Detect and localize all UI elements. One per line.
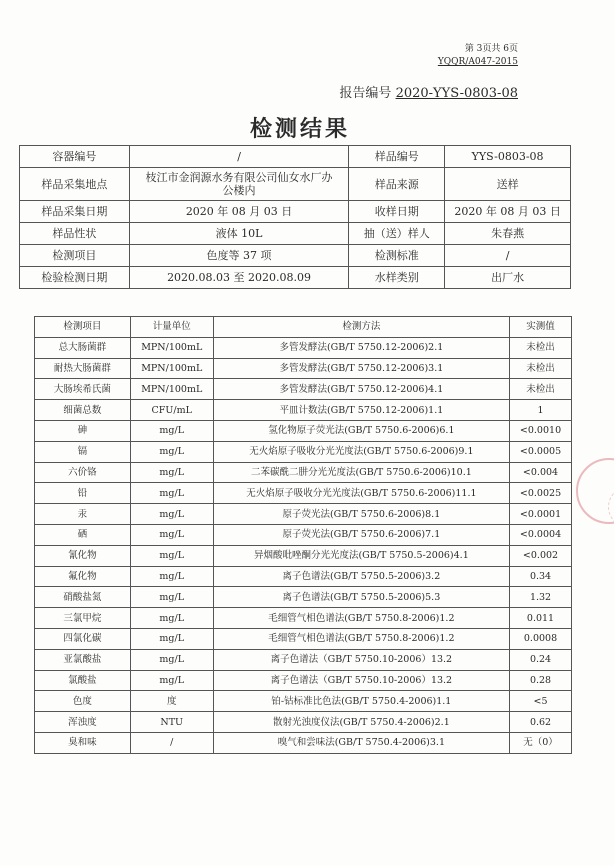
collect-date-value: 2020 年 08 月 03 日 <box>129 201 349 223</box>
container-no-label: 容器编号 <box>20 146 130 168</box>
method-cell: 散射光浊度仪法(GB/T 5750.4-2006)2.1 <box>213 712 509 733</box>
table-row <box>35 628 572 649</box>
item-cell: 总大肠菌群 <box>35 337 131 358</box>
item-cell: 细菌总数 <box>35 400 131 421</box>
period-value: 2020.08.03 至 2020.08.09 <box>129 267 349 289</box>
water-type-label: 水样类别 <box>349 267 445 289</box>
value-cell: 0.28 <box>510 670 572 691</box>
item-cell: 浑浊度 <box>35 712 131 733</box>
unit-cell: mg/L <box>130 649 213 670</box>
item-cell: 砷 <box>35 420 131 441</box>
unit-cell: MPN/100mL <box>130 358 213 379</box>
method-cell: 多管发酵法(GB/T 5750.12-2006)2.1 <box>213 337 509 358</box>
sample-no-value: YYS-0803-08 <box>445 146 571 168</box>
method-cell: 离子色谱法(GB/T 5750.5-2006)5.3 <box>213 587 509 608</box>
value-cell: 未检出 <box>510 358 572 379</box>
table-row <box>35 732 572 753</box>
method-cell: 嗅气和尝味法(GB/T 5750.4-2006)3.1 <box>213 732 509 753</box>
unit-cell: NTU <box>130 712 213 733</box>
item-cell: 氟化物 <box>35 566 131 587</box>
value-cell: <0.0005 <box>510 441 572 462</box>
item-cell: 耐热大肠菌群 <box>35 358 131 379</box>
unit-cell: MPN/100mL <box>130 379 213 400</box>
method-cell: 异烟酸吡唑酮分光光度法(GB/T 5750.5-2006)4.1 <box>213 545 509 566</box>
item-cell: 铅 <box>35 483 131 504</box>
value-cell: 0.34 <box>510 566 572 587</box>
table-row <box>35 504 572 525</box>
value-cell: 0.0008 <box>510 628 572 649</box>
report-number-value: 2020-YYS-0803-08 <box>395 86 518 101</box>
table-row <box>35 524 572 545</box>
standard-value: / <box>445 245 571 267</box>
table-row <box>35 649 572 670</box>
unit-cell: mg/L <box>130 420 213 441</box>
unit-cell: mg/L <box>130 587 213 608</box>
value-cell: 未检出 <box>510 379 572 400</box>
unit-cell: mg/L <box>130 545 213 566</box>
item-cell: 四氯化碳 <box>35 628 131 649</box>
method-cell: 离子色谱法（GB/T 5750.10-2006）13.2 <box>213 649 509 670</box>
site-label: 样品采集地点 <box>20 168 130 201</box>
item-cell: 硒 <box>35 524 131 545</box>
value-cell: <5 <box>510 691 572 712</box>
collect-date-label: 样品采集日期 <box>20 201 130 223</box>
table-row <box>35 608 572 629</box>
results-table <box>34 316 572 754</box>
document-code: YQQR/A047-2015 <box>437 57 518 67</box>
item-cell: 六价铬 <box>35 462 131 483</box>
results-header-row <box>35 317 572 338</box>
table-row <box>35 358 572 379</box>
value-cell: <0.0001 <box>510 504 572 525</box>
source-value: 送样 <box>445 168 571 201</box>
value-cell: <0.0004 <box>510 524 572 545</box>
sender-value: 朱春燕 <box>445 223 571 245</box>
site-value: 枝江市金润源水务有限公司仙女水厂办公楼内 <box>129 168 349 201</box>
item-cell: 三氯甲烷 <box>35 608 131 629</box>
item-cell: 氰化物 <box>35 545 131 566</box>
column-header: 检测项目 <box>35 317 131 338</box>
nature-label: 样品性状 <box>20 223 130 245</box>
unit-cell: mg/L <box>130 524 213 545</box>
table-row <box>35 379 572 400</box>
table-row <box>35 483 572 504</box>
method-cell: 二苯碳酰二肼分光光度法(GB/T 5750.6-2006)10.1 <box>213 462 509 483</box>
sample-no-label: 样品编号 <box>349 146 445 168</box>
value-cell: 无（0） <box>510 732 572 753</box>
report-number <box>339 82 518 101</box>
unit-cell: mg/L <box>130 462 213 483</box>
unit-cell: mg/L <box>130 483 213 504</box>
table-row <box>35 420 572 441</box>
method-cell: 原子荧光法(GB/T 5750.6-2006)8.1 <box>213 504 509 525</box>
page-number: 第 3页共 6页 <box>464 44 518 54</box>
item-cell: 硝酸盐氮 <box>35 587 131 608</box>
column-header: 实测值 <box>510 317 572 338</box>
receive-date-value: 2020 年 08 月 03 日 <box>445 201 571 223</box>
column-header: 计量单位 <box>130 317 213 338</box>
unit-cell: MPN/100mL <box>130 337 213 358</box>
method-cell: 离子色谱法(GB/T 5750.5-2006)3.2 <box>213 566 509 587</box>
method-cell: 毛细管气相色谱法(GB/T 5750.8-2006)1.2 <box>213 608 509 629</box>
method-cell: 平皿计数法(GB/T 5750.12-2006)1.1 <box>213 400 509 421</box>
unit-cell: mg/L <box>130 441 213 462</box>
sample-info-table <box>19 145 571 289</box>
period-label: 检验检测日期 <box>20 267 130 289</box>
value-cell: <0.002 <box>510 545 572 566</box>
value-cell: 1 <box>510 400 572 421</box>
page-title: 检测结果 <box>249 117 350 142</box>
standard-label: 检测标准 <box>349 245 445 267</box>
method-cell: 铂-钴标准比色法(GB/T 5750.4-2006)1.1 <box>213 691 509 712</box>
table-row <box>35 691 572 712</box>
item-cell: 亚氯酸盐 <box>35 649 131 670</box>
method-cell: 多管发酵法(GB/T 5750.12-2006)4.1 <box>213 379 509 400</box>
item-label: 检测项目 <box>20 245 130 267</box>
item-cell: 色度 <box>35 691 131 712</box>
table-row <box>35 545 572 566</box>
method-cell: 原子荧光法(GB/T 5750.6-2006)7.1 <box>213 524 509 545</box>
table-row <box>35 670 572 691</box>
value-cell: <0.0025 <box>510 483 572 504</box>
method-cell: 无火焰原子吸收分光光度法(GB/T 5750.6-2006)11.1 <box>213 483 509 504</box>
nature-value: 液体 10L <box>129 223 349 245</box>
value-cell: 0.24 <box>510 649 572 670</box>
column-header: 检测方法 <box>213 317 509 338</box>
unit-cell: mg/L <box>130 608 213 629</box>
item-cell: 臭和味 <box>35 732 131 753</box>
value-cell: 0.62 <box>510 712 572 733</box>
method-cell: 毛细管气相色谱法(GB/T 5750.8-2006)1.2 <box>213 628 509 649</box>
report-number-label: 报告编号 <box>339 86 392 101</box>
container-no-value: / <box>129 146 349 168</box>
value-cell: 未检出 <box>510 337 572 358</box>
table-row <box>35 441 572 462</box>
table-row <box>35 337 572 358</box>
sender-label: 抽（送）样人 <box>349 223 445 245</box>
method-cell: 氢化物原子荧光法(GB/T 5750.6-2006)6.1 <box>213 420 509 441</box>
water-type-value: 出厂水 <box>445 267 571 289</box>
item-cell: 镉 <box>35 441 131 462</box>
unit-cell: 度 <box>130 691 213 712</box>
table-row <box>35 400 572 421</box>
method-cell: 无火焰原子吸收分光光度法(GB/T 5750.6-2006)9.1 <box>213 441 509 462</box>
unit-cell: mg/L <box>130 628 213 649</box>
item-cell: 氯酸盐 <box>35 670 131 691</box>
unit-cell: mg/L <box>130 504 213 525</box>
item-value: 色度等 37 项 <box>129 245 349 267</box>
value-cell: <0.004 <box>510 462 572 483</box>
receive-date-label: 收样日期 <box>349 201 445 223</box>
unit-cell: mg/L <box>130 566 213 587</box>
item-cell: 大肠埃希氏菌 <box>35 379 131 400</box>
unit-cell: mg/L <box>130 670 213 691</box>
table-row <box>35 587 572 608</box>
method-cell: 多管发酵法(GB/T 5750.12-2006)3.1 <box>213 358 509 379</box>
item-cell: 汞 <box>35 504 131 525</box>
value-cell: 0.011 <box>510 608 572 629</box>
unit-cell: / <box>130 732 213 753</box>
value-cell: <0.0010 <box>510 420 572 441</box>
method-cell: 离子色谱法（GB/T 5750.10-2006）13.2 <box>213 670 509 691</box>
value-cell: 1.32 <box>510 587 572 608</box>
table-row <box>35 462 572 483</box>
table-row <box>35 712 572 733</box>
table-row <box>35 566 572 587</box>
unit-cell: CFU/mL <box>130 400 213 421</box>
source-label: 样品来源 <box>349 168 445 201</box>
